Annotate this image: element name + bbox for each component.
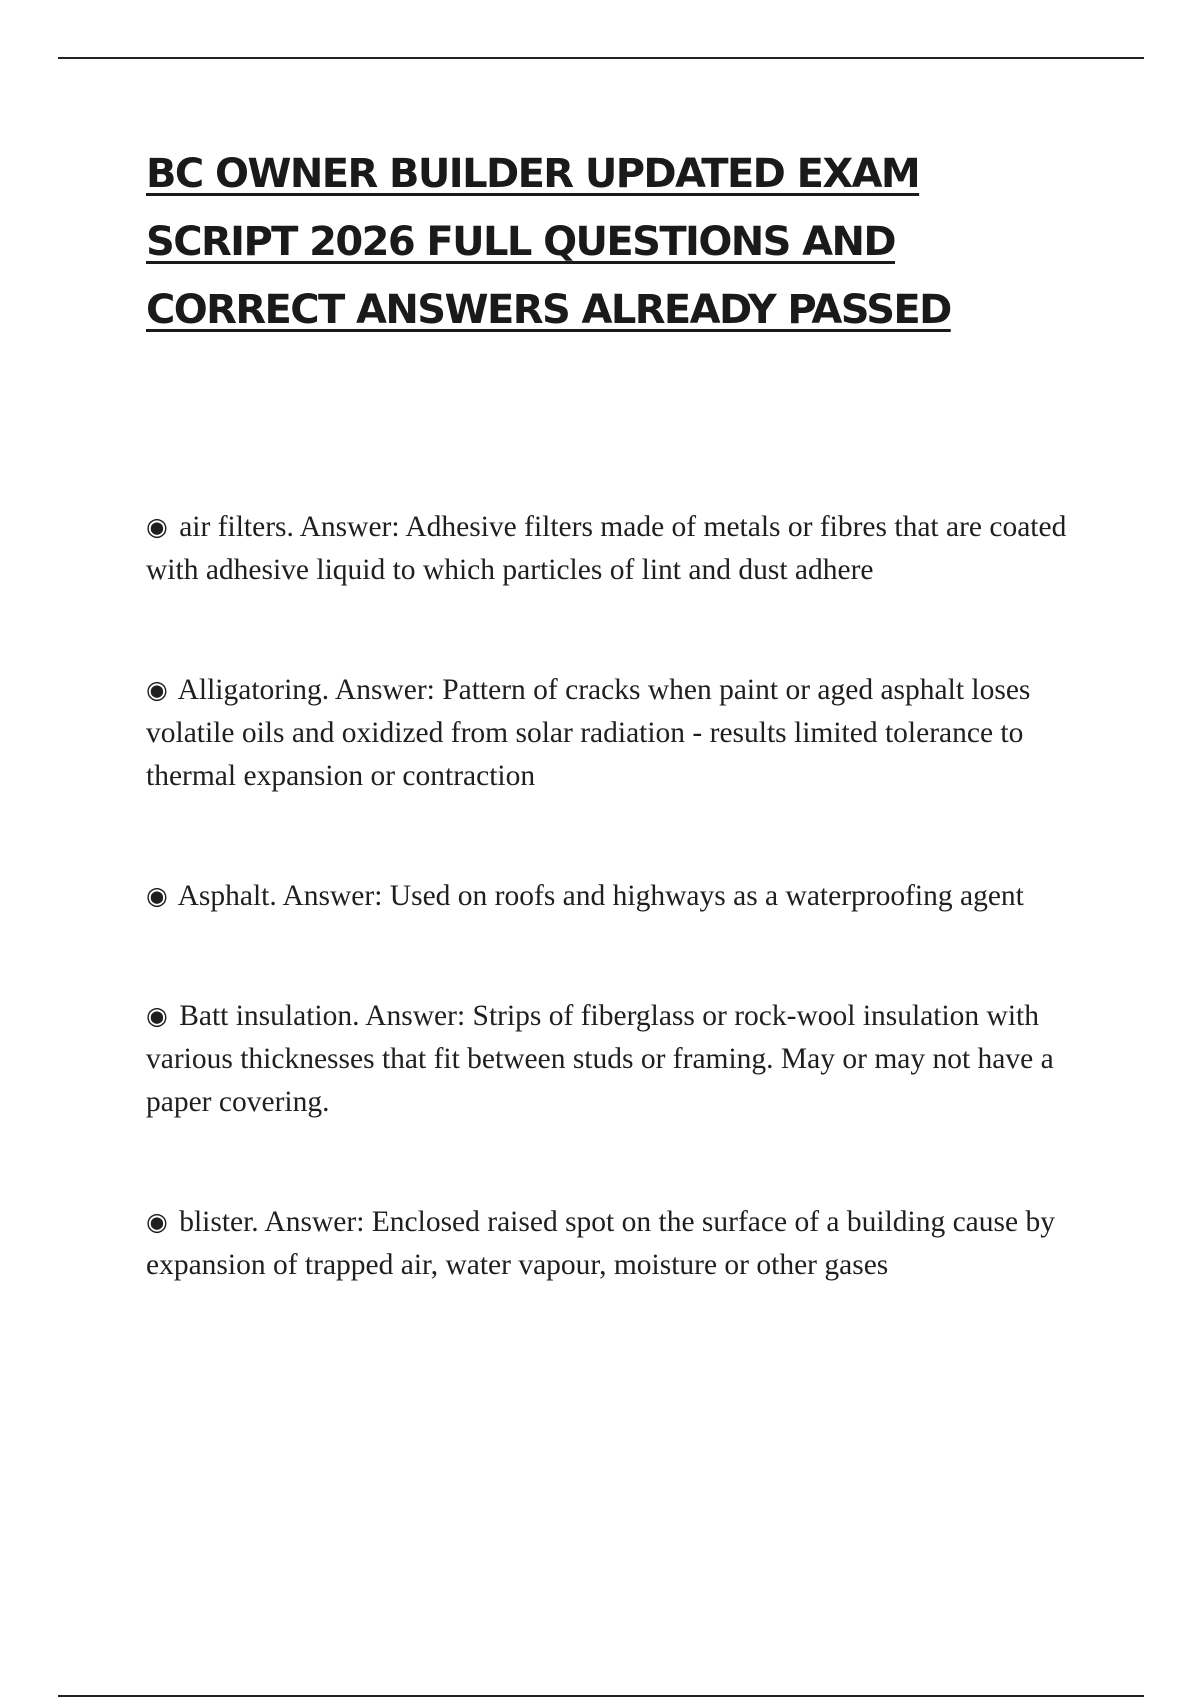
bullet-icon: ◉: [146, 512, 168, 541]
qa-text: Alligatoring. Answer: Pattern of cracks when paint or aged asphalt loses volatile oils and oxidized from solar radiation - results limited tolerance to thermal expansion or contraction: [146, 674, 1031, 792]
qa-item: [146, 994, 1086, 1124]
top-divider: [58, 57, 1144, 59]
document-title: [146, 140, 1066, 344]
qa-list: [146, 505, 1086, 1363]
qa-text: air filters. Answer: Adhesive filters made of metals or fibres that are coated with adhesive liquid to which particles of lint and dust adhere: [146, 511, 1067, 586]
bullet-icon: ◉: [146, 1207, 168, 1236]
bullet-icon: ◉: [146, 1001, 168, 1030]
qa-item: [146, 1200, 1086, 1287]
qa-text: Asphalt. Answer: Used on roofs and highways as a waterproofing agent: [177, 880, 1024, 912]
qa-item: [146, 505, 1086, 592]
document-title-text: BC OWNER BUILDER UPDATED EXAM SCRIPT 2026 FULL QUESTIONS AND CORRECT ANSWERS ALREADY PASSED: [146, 151, 951, 333]
qa-item: [146, 874, 1086, 918]
bottom-divider: [58, 1695, 1144, 1697]
qa-item: [146, 668, 1086, 798]
bullet-icon: ◉: [146, 881, 168, 910]
bullet-icon: ◉: [146, 675, 168, 704]
qa-text: Batt insulation. Answer: Strips of fiberglass or rock-wool insulation with various thicknesses that fit between studs or framing. May or may not have a paper covering.: [146, 1000, 1054, 1118]
qa-text: blister. Answer: Enclosed raised spot on the surface of a building cause by expansion of trapped air, water vapour, moisture or other gases: [146, 1206, 1055, 1281]
